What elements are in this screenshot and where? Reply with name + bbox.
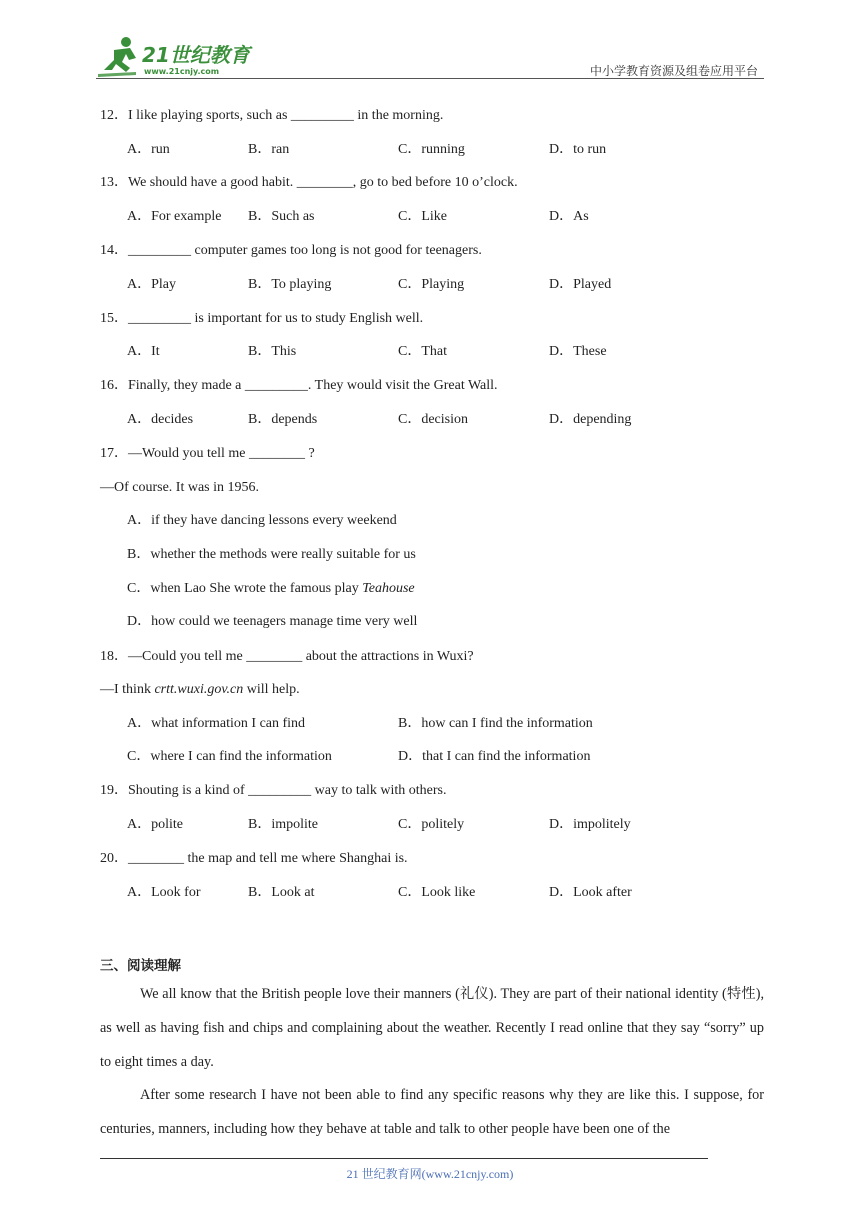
question-18 — [100, 647, 474, 667]
question-20 — [100, 849, 408, 869]
question-number: 18． — [100, 649, 128, 664]
reading-paragraph-2: After some research I have not been able to find any specific reasons why they are like this. I suppose, for centuries, manners, including how they behave at table and talk to other people have been one of the — [100, 1087, 764, 1137]
option-a: A．if they have dancing lessons every weekend — [127, 513, 397, 528]
page-footer: 21 世纪教育网(www.21cnjy.com) — [346, 1167, 514, 1181]
dialogue-reply — [100, 680, 300, 700]
option-d: D．These — [549, 344, 607, 359]
option-c: C．Like — [398, 209, 447, 224]
reply-text: will help. — [243, 682, 300, 697]
option-b: B．whether the methods were really suitable for us — [127, 547, 416, 562]
website-url: crtt.wuxi.gov.cn — [154, 682, 244, 697]
question-stem: Finally, they made a _________. They would visit the Great Wall. — [128, 378, 498, 393]
option-a: A．It — [127, 344, 160, 359]
option-a: A．For example — [127, 209, 222, 224]
play-title: Teahouse — [362, 581, 415, 596]
option-d: D．that I can find the information — [398, 749, 591, 764]
question-stem: We should have a good habit. ________, go to bed before 10 o’clock. — [128, 175, 518, 190]
option-a: A．Look for — [127, 885, 201, 900]
question-number: 20． — [100, 851, 128, 866]
option-b: B．This — [248, 344, 297, 359]
option-b: B．To playing — [248, 277, 332, 292]
option-d: D．Played — [549, 277, 612, 292]
logo-url: www.21cnjy.com — [144, 67, 220, 76]
option-d: D．depending — [549, 412, 632, 427]
logo-text: 21世纪教育 — [142, 43, 250, 67]
option-b: B．Look at — [248, 885, 315, 900]
dialogue-reply: —Of course. It was in 1956. — [100, 480, 260, 495]
question-number: 17． — [100, 446, 128, 461]
question-13 — [100, 173, 518, 193]
site-logo — [96, 34, 266, 78]
option-c — [127, 579, 415, 599]
option-text: C．when Lao She wrote the famous play — [127, 581, 363, 596]
option-d: D．As — [549, 209, 589, 224]
option-b: B．Such as — [248, 209, 315, 224]
option-a: A．what information I can find — [127, 716, 306, 731]
question-15 — [100, 309, 423, 329]
question-number: 15． — [100, 311, 128, 326]
page-header — [96, 30, 764, 80]
reading-paragraph-1: We all know that the British people love their manners (礼仪). They are part of their national identity (特性), as well as having fish and chips and complaining about the weather. Recently I read online that they say “sorry” up to eight times a day. — [100, 986, 764, 1070]
header-tagline: 中小学教育资源及组卷应用平台 — [589, 64, 758, 78]
option-b: B．ran — [248, 142, 290, 157]
option-c: C．Look like — [398, 885, 476, 900]
question-17 — [100, 444, 315, 464]
option-c: C．Playing — [398, 277, 465, 292]
option-b: B．how can I find the information — [398, 716, 593, 731]
question-14 — [100, 241, 482, 261]
question-12 — [100, 106, 443, 126]
reply-text: —I think — [100, 682, 155, 697]
option-b: B．impolite — [248, 817, 318, 832]
option-a: A．decides — [127, 412, 194, 427]
option-c: C．That — [398, 344, 447, 359]
option-d: D．to run — [549, 142, 607, 157]
option-d: D．impolitely — [549, 817, 631, 832]
option-c: C．where I can find the information — [127, 749, 332, 764]
option-a: A．polite — [127, 817, 183, 832]
section-title: 三、阅读理解 — [100, 958, 181, 974]
option-c: C．running — [398, 142, 465, 157]
question-number: 12． — [100, 108, 128, 123]
question-stem: _________ is important for us to study English well. — [128, 311, 424, 326]
option-d: D．Look after — [549, 885, 632, 900]
question-number: 13． — [100, 175, 128, 190]
question-stem: _________ computer games too long is not good for teenagers. — [128, 243, 482, 258]
question-number: 16． — [100, 378, 128, 393]
option-a: A．run — [127, 142, 170, 157]
runner-icon — [98, 37, 136, 77]
question-number: 19． — [100, 783, 128, 798]
question-stem: —Could you tell me ________ about the attractions in Wuxi? — [128, 649, 474, 664]
option-a: A．Play — [127, 277, 176, 292]
option-c: C．decision — [398, 412, 468, 427]
question-number: 14． — [100, 243, 128, 258]
question-stem: —Would you tell me ________ ? — [128, 446, 315, 461]
question-stem: Shouting is a kind of _________ way to talk with others. — [128, 783, 447, 798]
question-stem: ________ the map and tell me where Shanghai is. — [128, 851, 408, 866]
header-divider — [96, 78, 764, 79]
question-stem: I like playing sports, such as _________ in the morning. — [128, 108, 444, 123]
option-b: B．depends — [248, 412, 318, 427]
footer-divider — [100, 1158, 708, 1159]
question-19 — [100, 781, 446, 801]
option-d: D．how could we teenagers manage time very well — [127, 614, 418, 629]
question-16 — [100, 376, 498, 396]
option-c: C．politely — [398, 817, 465, 832]
